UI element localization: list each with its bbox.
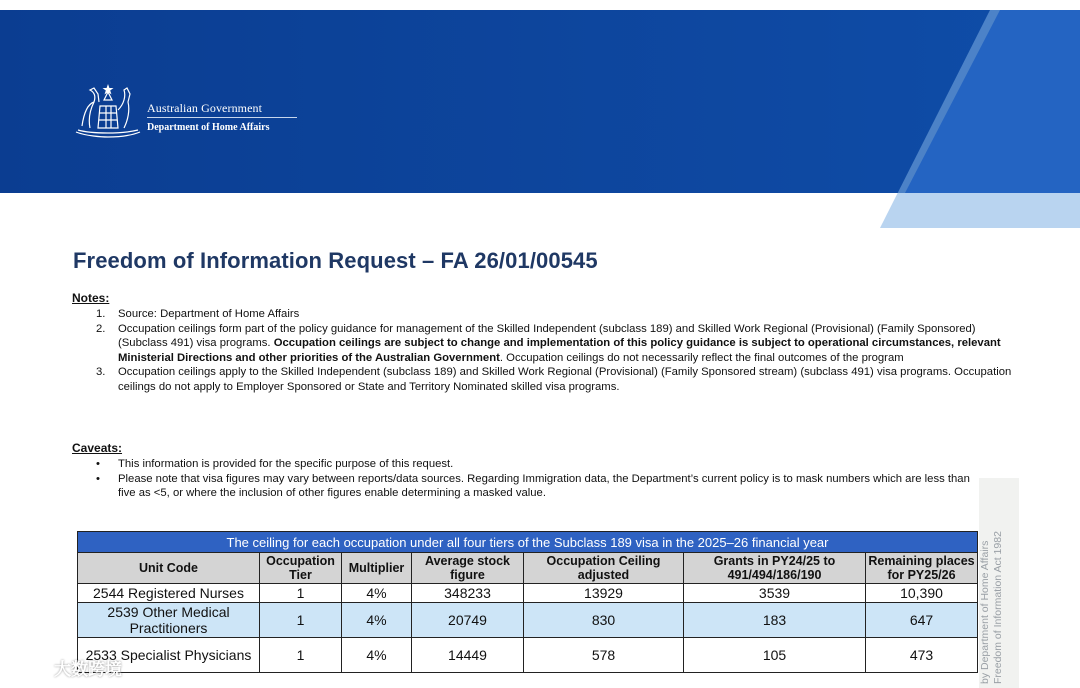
column-header-multiplier: Multiplier [342,553,412,584]
table-caption-row [78,532,978,553]
table-caption: The ceiling for each occupation under all four tiers of the Subclass 189 visa in the 2025–26 financial year [78,532,978,553]
table-row [78,638,978,673]
column-header-average-stock: Average stock figure [412,553,524,584]
header-banner [0,10,1080,228]
notes-heading: Notes: [72,291,110,305]
caveats-list [72,457,982,501]
government-name: Australian Government [147,101,263,115]
note-text: . Occupation ceilings do not necessarily reflect the final outcomes of the program [499,351,904,364]
cell-multiplier: 4% [342,603,412,638]
cell-unit-code: 2544 Registered Nurses [78,584,260,603]
notes-list [72,307,1012,395]
caveat-text: This information is provided for the specific purpose of this request. [118,458,454,470]
cell-remaining: 10,390 [866,584,978,603]
cell-ceiling: 13929 [524,584,684,603]
caveat-item [72,472,982,501]
caveats-heading: Caveats: [72,441,123,455]
column-header-unit-code: Unit Code [78,553,260,584]
watermark [8,655,122,679]
document-title: Freedom of Information Request – FA 26/01/00545 [73,248,598,273]
cell-average-stock: 20749 [412,603,524,638]
stamp-line-2: Freedom of Information Act 1982 [992,531,1004,684]
cell-grants: 183 [684,603,866,638]
note-item [72,365,1012,394]
stamp-line-1: by Department of Home Affairs [979,540,991,684]
cell-ceiling: 578 [524,638,684,673]
note-number: 2. [96,322,106,335]
cell-unit-code: 2533 Specialist Physicians [78,638,260,673]
foi-release-stamp [979,478,1019,688]
weibo-icon [8,655,48,679]
cell-remaining: 647 [866,603,978,638]
note-item [72,322,1012,366]
note-item [72,307,1012,322]
gov-logo [72,82,312,142]
cell-grants: 105 [684,638,866,673]
note-text: Occupation ceilings apply to the Skilled Independent (subclass 189) and Skilled Work Regional (Provisional) (Family Sponsored stream) (subclass 491) visa programs. Occupation ceilings do not apply to Employer Sponsored or State and Territory Nominated skilled visa programs. [118,366,1012,393]
cell-average-stock: 348233 [412,584,524,603]
table-row [78,584,978,603]
cell-ceiling: 830 [524,603,684,638]
cell-remaining: 473 [866,638,978,673]
table-row [78,603,978,638]
watermark-text: 大数跨境 [54,659,122,679]
cell-multiplier: 4% [342,584,412,603]
note-text-bold: Occupation ceilings are subject to change and implementation of this policy guidance is subject to operational circumstances, relevant Ministerial Directions and other priorities of the Australian Government [118,337,1001,364]
cell-tier: 1 [260,603,342,638]
cell-tier: 1 [260,584,342,603]
table-header-row [78,553,978,584]
bullet: • [96,472,100,485]
ceiling-table [77,531,978,673]
note-number: 1. [96,308,106,320]
bullet: • [96,458,100,470]
cell-multiplier: 4% [342,638,412,673]
note-number: 3. [96,366,106,379]
column-header-ceiling-adjusted: Occupation Ceiling adjusted [524,553,684,584]
note-text: Occupation ceilings form part of the policy guidance for management of the Skilled Independent (subclass 189) and Skilled Work Regional (Provisional) (Family Sponsored) (Subclass 491) visa programs. [118,322,976,350]
column-header-remaining-places: Remaining places for PY25/26 [866,553,978,584]
caveat-item [72,457,982,472]
cell-tier: 1 [260,638,342,673]
note-text: Source: Department of Home Affairs [118,308,300,320]
ceiling-table-container [77,531,977,673]
logo-divider [147,117,297,118]
department-name: Department of Home Affairs [147,122,270,133]
cell-grants: 3539 [684,584,866,603]
column-header-occupation-tier: Occupation Tier [260,553,342,584]
cell-average-stock: 14449 [412,638,524,673]
coat-of-arms-icon [72,82,144,138]
cell-unit-code: 2539 Other Medical Practitioners [78,603,260,638]
caveat-text: Please note that visa figures may vary between reports/data sources. Regarding Immigration data, the Department’s current policy is to mask numbers which are less than five as <5, or where the inclusion of other figures enable determining a masked value. [118,472,970,500]
column-header-grants: Grants in PY24/25 to 491/494/186/190 [684,553,866,584]
